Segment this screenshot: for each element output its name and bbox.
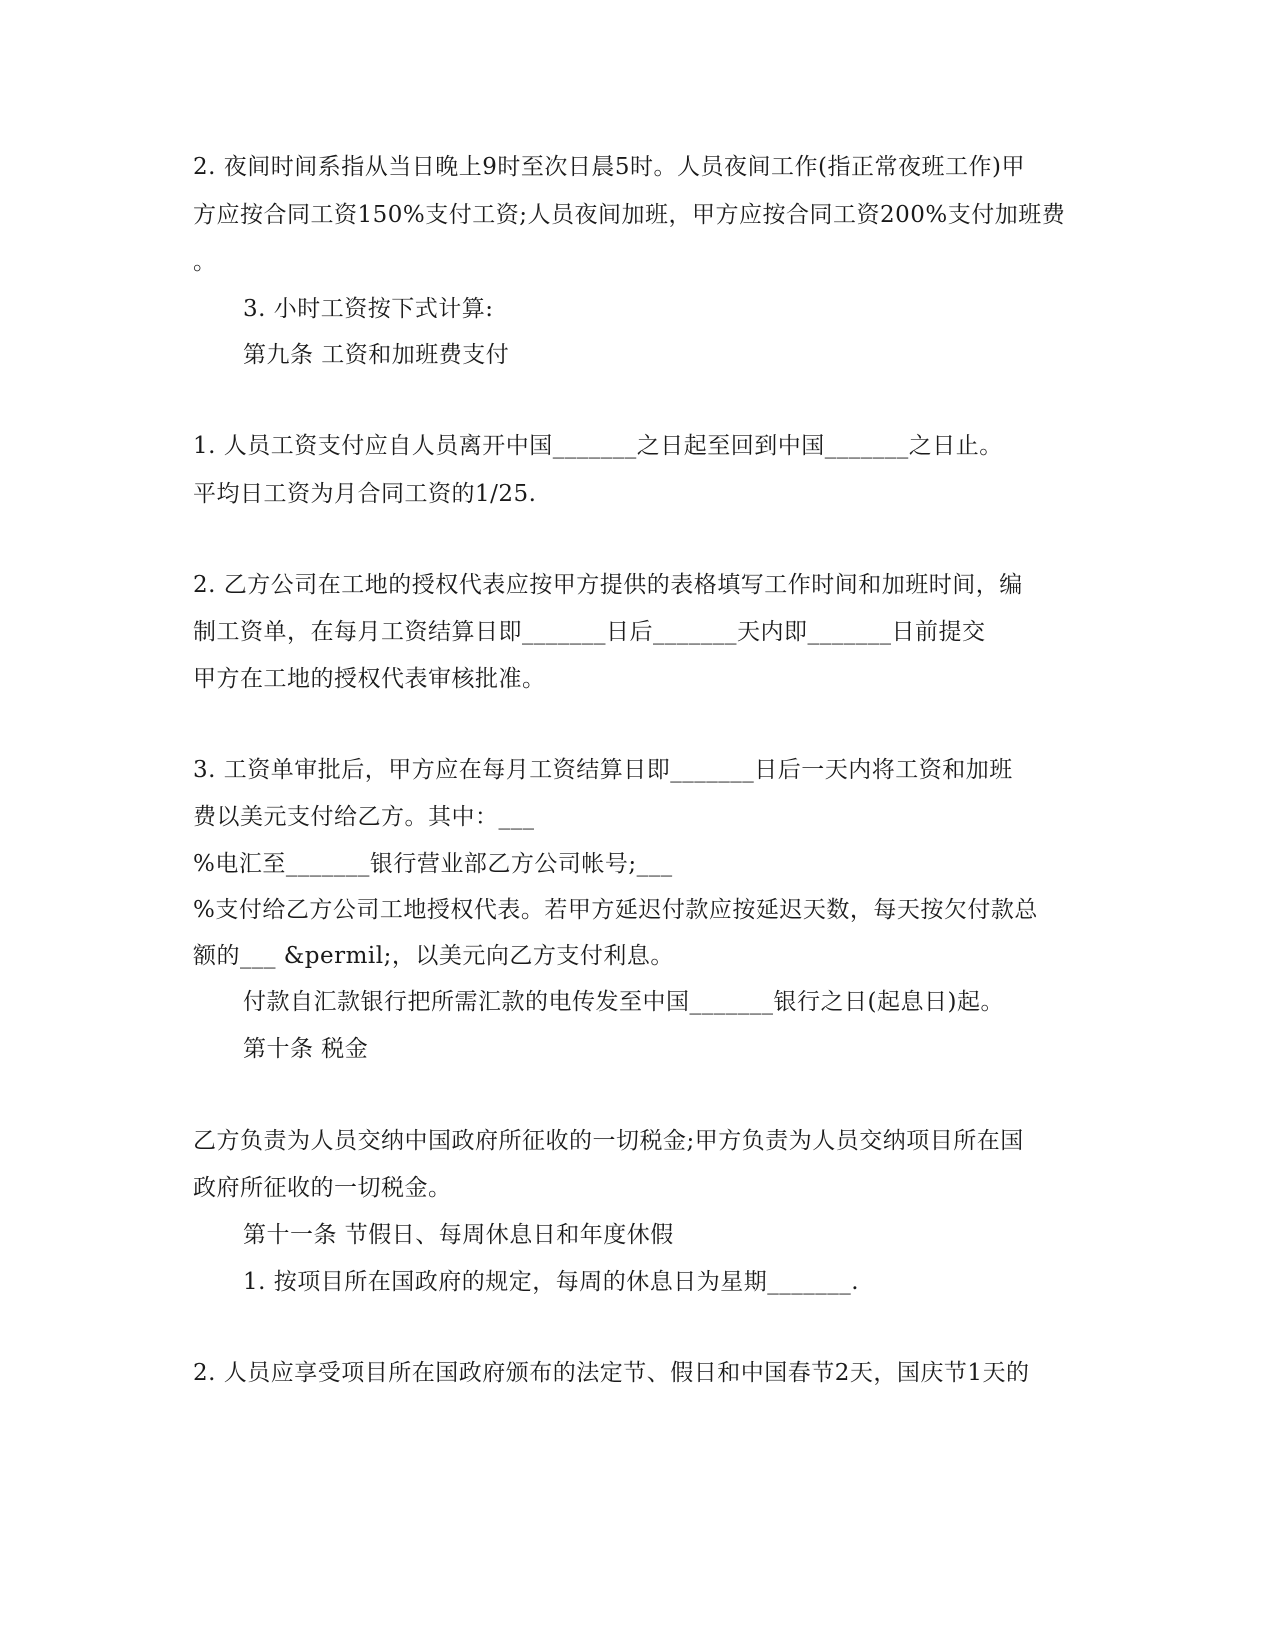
text-line: %电汇至_______银行营业部乙方公司帐号;___ [193,851,673,877]
text-line: 2. 人员应享受项目所在国政府颁布的法定节、假日和中国春节2天，国庆节1天的 [193,1360,1030,1386]
text-line: 付款自汇款银行把所需汇款的电传发至中国_______银行之日(起息日)起。 [243,989,1004,1015]
text-line: 2. 夜间时间系指从当日晚上9时至次日晨5时。人员夜间工作(指正常夜班工作)甲 [193,154,1025,180]
section-heading: 第九条 工资和加班费支付 [243,342,510,368]
text-line: 政府所征收的一切税金。 [193,1175,452,1201]
text-line: 甲方在工地的授权代表审核批准。 [193,666,546,692]
text-line: 1. 按项目所在国政府的规定，每周的休息日为星期_______. [243,1269,860,1295]
text-line: 2. 乙方公司在工地的授权代表应按甲方提供的表格填写工作时间和加班时间，编 [193,572,1023,598]
text-line: 方应按合同工资150%支付工资;人员夜间加班，甲方应按合同工资200%支付加班费 [193,202,1066,228]
text-line: 费以美元支付给乙方。其中：___ [193,804,535,830]
text-line: 平均日工资为月合同工资的1/25. [193,481,537,507]
section-heading: 第十条 税金 [243,1036,369,1062]
text-line: 。 [193,249,217,275]
text-line: 额的___ &permil;，以美元向乙方支付利息。 [193,943,674,969]
section-heading: 第十一条 节假日、每周休息日和年度休假 [243,1222,674,1248]
text-line: 制工资单，在每月工资结算日即_______日后_______天内即_______日前提交 [193,619,986,645]
text-line: 乙方负责为人员交纳中国政府所征收的一切税金;甲方负责为人员交纳项目所在国 [193,1128,1024,1154]
text-line: 3. 小时工资按下式计算: [243,296,494,322]
text-line: %支付给乙方公司工地授权代表。若甲方延迟付款应按延迟天数，每天按欠付款总 [193,897,1038,923]
text-line: 3. 工资单审批后，甲方应在每月工资结算日即_______日后一天内将工资和加班 [193,757,1013,783]
text-line: 1. 人员工资支付应自人员离开中国_______之日起至回到中国_______之日止。 [193,433,1003,459]
